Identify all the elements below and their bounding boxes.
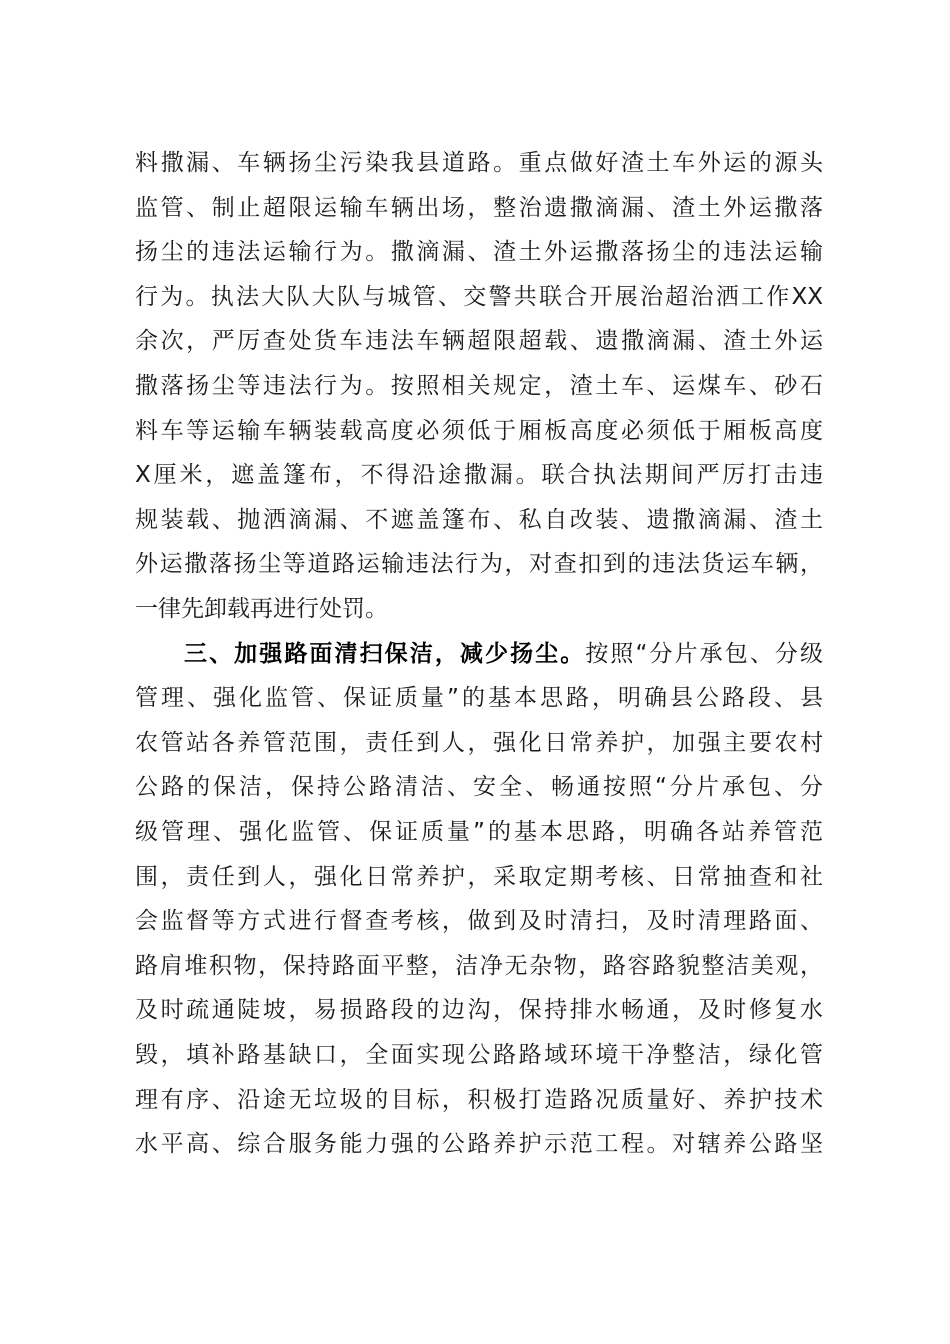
- text-line: 料车等运输车辆装载高度必须低于厢板高度必须低于厢板高度: [135, 417, 823, 444]
- text-line: 料撒漏、车辆扬尘污染我县道路。重点做好渣土车外运的源头: [135, 150, 823, 176]
- text-line: X厘米，遮盖篷布，不得沿途撒漏。联合执法期间严厉打击违: [135, 462, 823, 489]
- text-line: 级管理、强化监管、保证质量”的基本思路，明确各站养管范: [135, 819, 823, 845]
- text-line: 撒落扬尘等违法行为。按照相关规定，渣土车、运煤车、砂石: [135, 373, 823, 399]
- text-line: 水平高、综合服务能力强的公路养护示范工程。对辖养公路坚: [135, 1131, 823, 1158]
- text-line: 管理、强化监管、保证质量”的基本思路，明确县公路段、县: [135, 685, 823, 712]
- text-line: 一律先卸载再进行处罚。: [135, 596, 388, 622]
- text-line: 及时疏通陡坡，易损路段的边沟，保持排水畅通，及时修复水: [135, 997, 823, 1024]
- text-line: 路肩堆积物，保持路面平整，洁净无杂物，路容路貌整洁美观，: [135, 952, 823, 979]
- text-line: 余次，严厉查处货车违法车辆超限超载、遗撒滴漏、渣土外运: [135, 328, 823, 355]
- text-line: 农管站各养管范围，责任到人，强化日常养护，加强主要农村: [135, 729, 823, 756]
- text-line: 围，责任到人，强化日常养护，采取定期考核、日常抽查和社: [135, 863, 823, 890]
- text-line: 规装载、抛洒滴漏、不遮盖篷布、私自改装、遗撒滴漏、渣土: [135, 506, 823, 533]
- text-line: 公路的保洁，保持公路清洁、安全、畅通按照“分片承包、分: [135, 774, 823, 801]
- body-text: 按照“分片承包、分级: [585, 640, 824, 667]
- text-line: 理有序、沿途无垃圾的目标，积极打造路况质量好、养护技术: [135, 1086, 823, 1113]
- paragraph-heading-line: [184, 632, 823, 677]
- text-line: 外运撒落扬尘等道路运输违法行为，对查扣到的违法货运车辆，: [135, 551, 823, 578]
- text-line: 行为。执法大队大队与城管、交警共联合开展治超治洒工作XX: [135, 283, 823, 310]
- text-line: 会监督等方式进行督查考核，做到及时清扫，及时清理路面、: [135, 908, 823, 935]
- text-line: 毁，填补路基缺口，全面实现公路路域环境干净整洁，绿化管: [135, 1042, 823, 1068]
- text-line: 监管、制止超限运输车辆出场，整治遗撒滴漏、渣土外运撒落: [135, 194, 823, 221]
- text-line: 扬尘的违法运输行为。撒滴漏、渣土外运撒落扬尘的违法运输: [135, 239, 823, 266]
- section-heading: 三、加强路面清扫保洁，减少扬尘。: [184, 640, 586, 667]
